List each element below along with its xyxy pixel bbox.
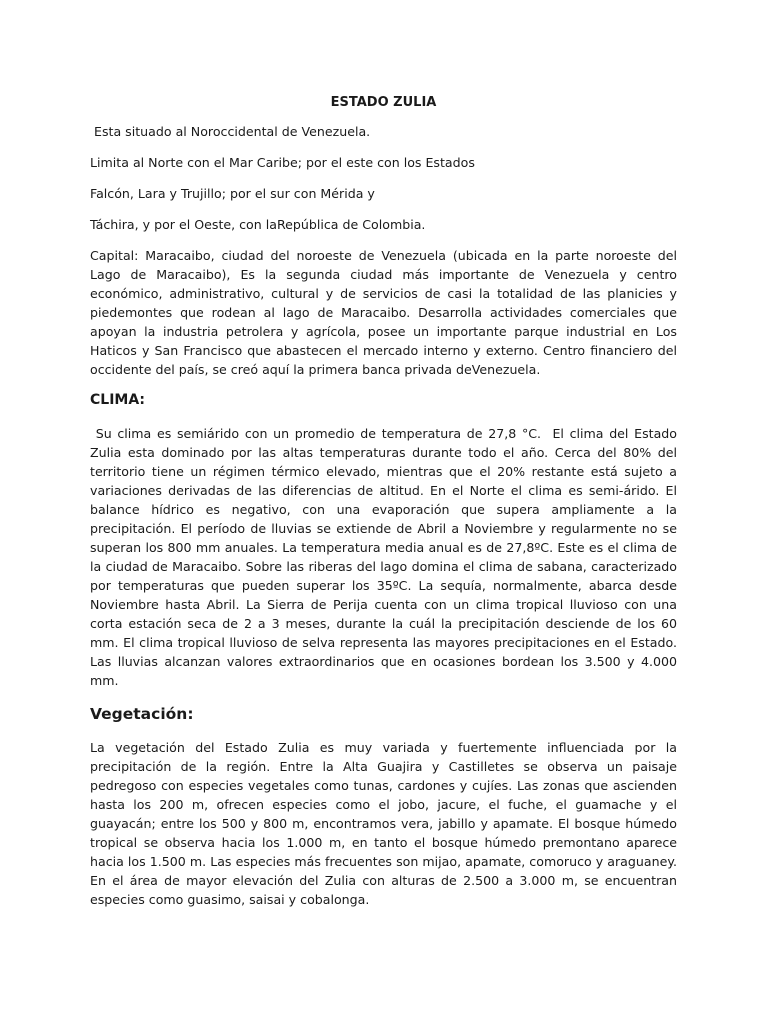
clima-heading: CLIMA: bbox=[90, 392, 146, 408]
vegetacion-heading: Vegetación: bbox=[90, 705, 194, 723]
intro-line-location: Esta situado al Noroccidental de Venezuela. bbox=[90, 124, 371, 139]
intro-line-borders-west: Táchira, y por el Oeste, con laRepública de Colombia. bbox=[90, 217, 426, 232]
document-title: ESTADO ZULIA bbox=[330, 95, 437, 110]
document-page bbox=[90, 94, 682, 909]
intro-line-borders-north: Limita al Norte con el Mar Caribe; por el este con los Estados bbox=[90, 155, 475, 170]
intro-line-borders-states: Falcón, Lara y Trujillo; por el sur con Mérida y bbox=[90, 186, 375, 201]
clima-paragraph: Su clima es semiárido con un promedio de temperatura de 27,8 °C. El clima del Estado Zulia esta dominado por las altas temperaturas durante todo el año. Cerca del 80% del territorio tiene un régimen térmico elevado, mientras que el 20% restante está sujeto a variaciones derivadas de las diferencias de altitud. En el Norte el clima es semi-árido. El balance hídrico es negativo, con una evaporación que supera ampliamente a la precipitación. El período de lluvias se extiende de Abril a Noviembre y regularmente no se superan los 800 mm anuales. La temperatura media anual es de 27,8ºC. Este es el clima de la ciudad de Maracaibo. Sobre las riberas del lago domina el clima de sabana, caracterizado por temperaturas que pueden superar los 35ºC. La sequía, normalmente, abarca desde Noviembre hasta Abril. La Sierra de Perija cuenta con un clima tropical lluvioso con una corta estación seca de 2 a 3 meses, durante la cuál la precipitación desciende de los 60 mm. El clima tropical lluvioso de selva representa las mayores precipitaciones en el Estado. Las lluvias alcanzan valores extraordinarios que en ocasiones bordean los 3.500 y 4.000 mm. bbox=[90, 426, 682, 688]
capital-paragraph: Capital: Maracaibo, ciudad del noroeste de Venezuela (ubicada en la parte noroeste del Lago de Maracaibo), Es la segunda ciudad más importante de Venezuela y centro económico, administrativo, cultural y de servicios de casi la totalidad de las planicies y piedemontes que rodean al lago de Maracaibo. Desarrolla actividades comerciales que apoyan la industria petrolera y agrícola, posee un importante parque industrial en Los Haticos y San Francisco que abastecen el mercado interno y externo. Centro financiero del occidente del país, se creó aquí la primera banca privada deVenezuela. bbox=[90, 248, 677, 377]
vegetacion-paragraph: La vegetación del Estado Zulia es muy variada y fuertemente influenciada por la precipitación de la región. Entre la Alta Guajira y Castilletes se observa un paisaje pedregoso con especies vegetales como tunas, cardones y cujíes. Las zonas que ascienden hasta los 200 m, ofrecen especies como el jobo, jacure, el fuche, el guamache y el guayacán; entre los 500 y 800 m, encontramos vera, jabillo y apamate. El bosque húmedo tropical se observa hacia los 1.000 m, en tanto el bosque húmedo premontano aparece hacia los 1.500 m. Las especies más frecuentes son mijao, apamate, comoruco y araguaney. En el área de mayor elevación del Zulia con alturas de 2.500 a 3.000 m, se encuentran especies como guasimo, saisai y cobalonga. bbox=[90, 740, 677, 907]
